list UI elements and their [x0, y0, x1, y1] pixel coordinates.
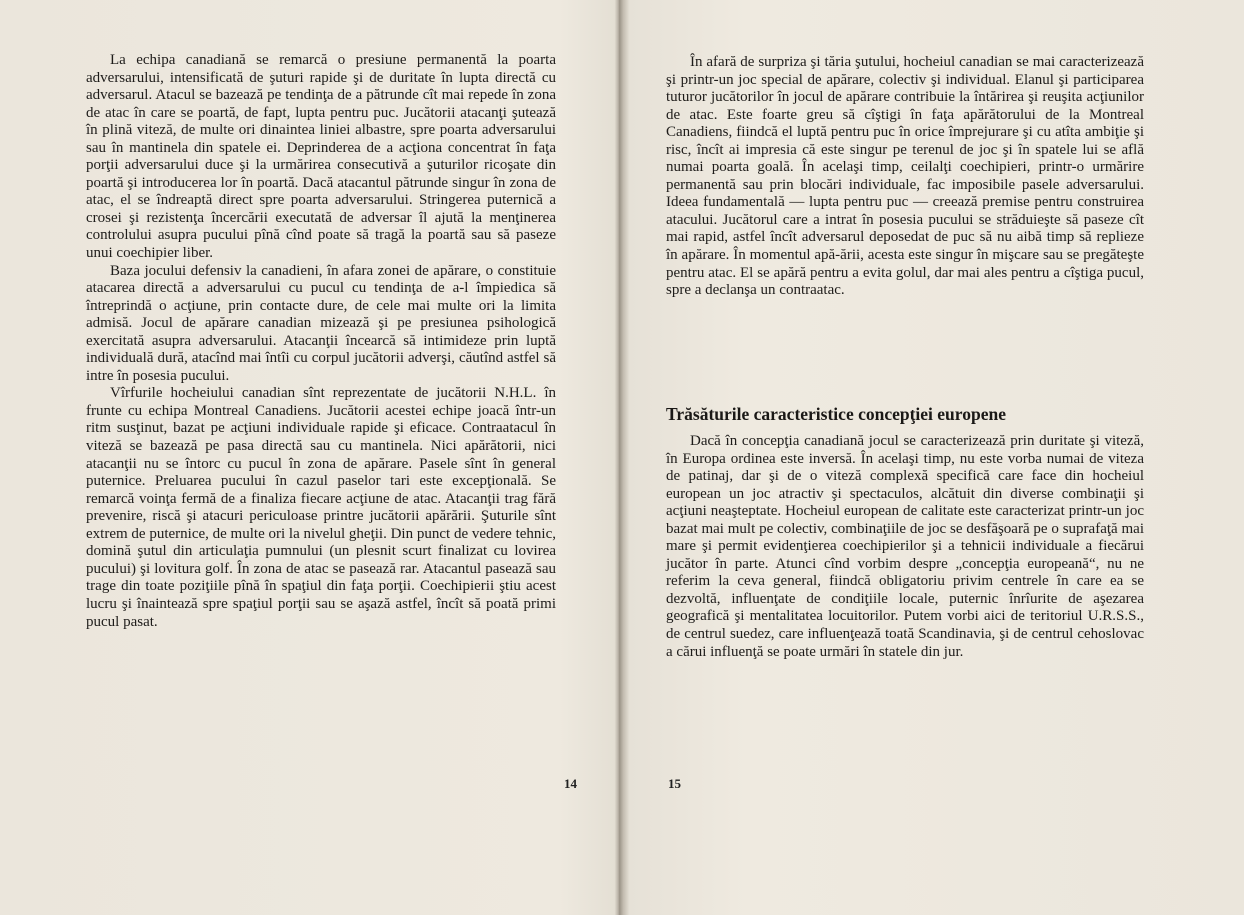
section-heading: Trăsăturile caracteristice concepţiei europene: [666, 404, 1006, 424]
left-page: [0, 0, 612, 915]
paragraph: Baza jocului defensiv la canadieni, în afara zonei de apărare, o constituie atacarea directă a adversarului cu pucul cu tendinţa de a-l împiedica să întreprindă o acţiune, prin contacte dure, de cele mai multe ori la limita admisă. Jocul de apărare canadian mizează şi pe presiunea psihologică exercitată asupra adversarului. Atacanţii încearcă să intimideze prin luptă individuală dură, atacînd mai întîi cu corpul jucătorii adverşi, căutînd astfel să intre în posesia pucului.: [86, 262, 556, 384]
paragraph: La echipa canadiană se remarcă o presiune permanentă la poarta adversarului, intensificată de şuturi rapide şi de duritate în lupta directă cu adversarul. Atacul se bazează pe tendinţa de a pătrunde cît mai repede în zona de atac în care se poartă, de fapt, lupta pentru puc. Jucătorii atacanţi şutează în plină viteză, de multe ori dinaintea liniei albastre, spre poarta adversarului sau în mantinela din spatele ei. Deprinderea de a acţiona concentrat în faţa porţii adversarului duce şi la urmărirea consecutivă a şuturilor ricoşate din poartă şi introducerea lor în poartă. Dacă atacantul pătrunde singur în zona de atac, el se îndreaptă direct spre poarta adversarului. Stringerea puternică a crosei şi rezistenţa încercării executată de adversar îl ajută la menţinerea controlului asupra pucului pînă cînd poate să tragă la poartă sau să paseze unui coechipier liber.: [86, 52, 556, 262]
right-page-text: [666, 54, 1144, 300]
page-number: 15: [668, 776, 681, 791]
paragraph: Dacă în concepţia canadiană jocul se caracterizează prin duritate şi viteză, în Europa ordinea este inversă. În acelaşi timp, nu este vorba numai de viteza de patinaj, dar şi de o viteză complexă specifică care face din hocheiul european un joc atractiv şi spectaculos, alcătuit din diverse combinaţii şi acţiuni neaşteptate. Hocheiul european de calitate este caracterizat printr-un joc bazat mai mult pe colectiv, combinaţiile de joc se desfăşoară pe o suprafaţă mai mare şi permit evidenţierea coechipierilor şi a tehnicii individuale a fiecărui jucător în parte. Atunci cînd vorbim despre „concepţia europeană“, nu ne referim la ceva general, fiindcă obligatoriu privim centrele în care ea se dezvoltă, influenţate de condiţiile locale, puternic înrîurite de aşezarea geografică şi mentalitatea locuitorilor. Putem vorbi aici de teritoriul U.R.S.S., de centrul suedez, care influenţează toată Scandinavia, şi de centrul cehoslovac a cărui influenţă se poate urmări în statele din jur.: [666, 433, 1144, 660]
page-number: 14: [564, 776, 577, 791]
paragraph: În afară de surpriza şi tăria şutului, hocheiul canadian se mai caracterizează şi printr-un joc special de apărare, colectiv şi individual. Elanul şi participarea tuturor jucătorilor în jocul de apărare contribuie la întărirea şi reuşita acţiunilor de atac. Este foarte greu să cîştigi în faţa apărătorului de la Montreal Canadiens, fiindcă el luptă pentru puc în orice împrejurare şi cu atîta ambiţie şi risc, încît ai impresia că este singur pe terenul de joc şi în spatele lui se află numai poarta goală. În acelaşi timp, ceilalţi coechipieri, printr-o urmărire permanentă sau prin blocări individuale, fac imposibile pasele adversarului. Ideea fundamentală — lupta pentru puc — creează premise pentru construirea atacului. Jucătorul care a intrat în posesia pucului se străduieşte să paseze cît mai rapid, astfel încît adversarul deposedat de puc să nu aibă timp să replieze în apărare. În momentul apă-ării, acesta este singur în mişcare sau se pregăteşte pentru atac. El se apără pentru a evita golul, dar mai ales pentru a cîştiga pucul, spre a declanşa un contraatac.: [666, 54, 1144, 299]
left-page-text: [86, 52, 556, 631]
right-page: [622, 0, 1244, 915]
right-page-section-text: [666, 433, 1144, 661]
paragraph: Vîrfurile hocheiului canadian sînt reprezentate de jucătorii N.H.L. în frunte cu echipa Montreal Canadiens. Jucătorii acestei echipe joacă într-un ritm susţinut, bazat pe acţiuni individuale rapide şi eficace. Contraatacul în viteză se bazează pe pasa directă sau cu mantinela. Nici apărătorii, nici atacanţii nu se întorc cu pucul în zona de apărare. Pasele sînt în general puternice. Preluarea pucului în cazul paselor tari este excepţională. Se remarcă voinţa fermă de a finaliza fiecare acţiune de atac. Atacanţii trag fără prevenire, riscă şi atacuri periculoase printre jucătorii apărării. Şuturile sînt extrem de puternice, de multe ori la nivelul gheţii. Din punct de vedere tehnic, domină şutul din articulaţia pumnului (un plesnit scurt finalizat cu lovirea pucului) şi lovitura golf. În zona de atac se pasează rar. Atacantul pasează sau trage din toate poziţiile pînă în spaţiul din faţa porţii. Coechipierii ştiu acest lucru şi înaintează spre spaţiul porţii sau se aşază astfel, încît să poată primi pucul pasat.: [86, 385, 556, 630]
